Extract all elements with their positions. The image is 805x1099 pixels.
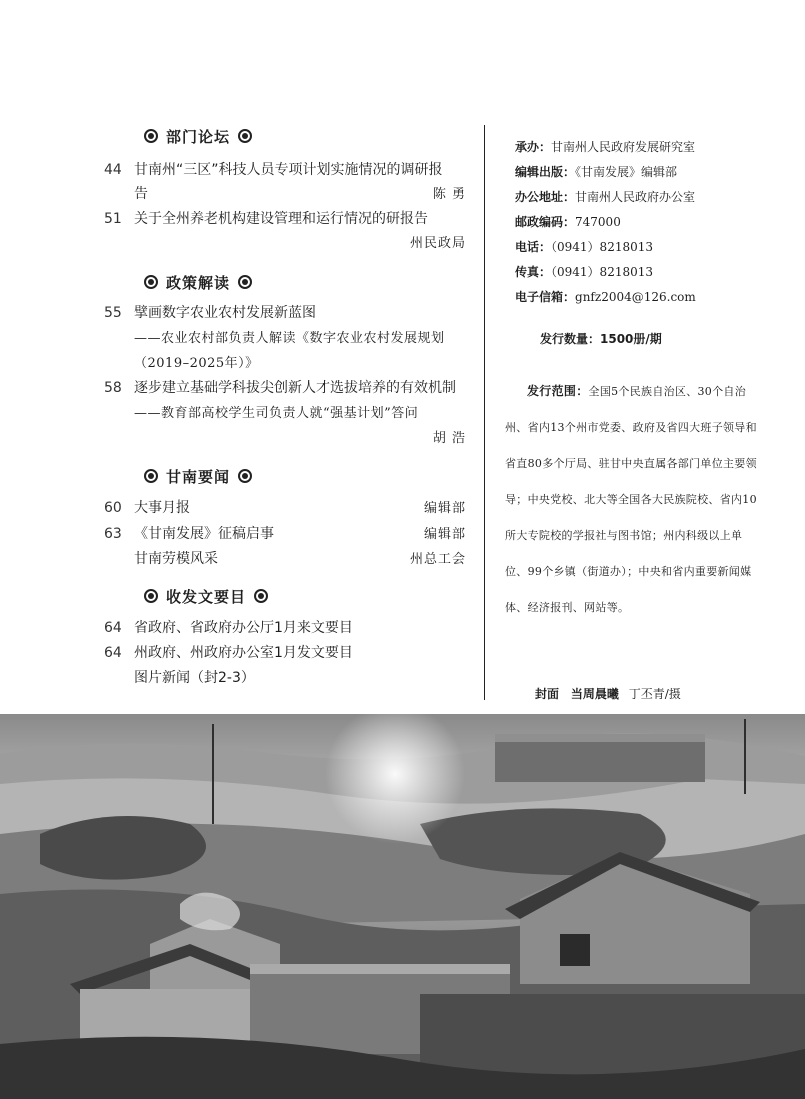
page-number: 55 [104, 305, 122, 321]
section-heading: 部门论坛 [136, 126, 260, 147]
entry-subtitle: （2019–2025年）》 [134, 356, 259, 371]
address-line: 办公地址：甘南州人民政府办公室 [515, 190, 696, 204]
email-line[interactable]: 电子信箱：gnfz2004@126.com [515, 290, 696, 304]
entry-title-cont: 告 [134, 186, 148, 202]
page-number: 44 [104, 162, 122, 178]
fax-line: 传真：（0941）8218013 [515, 265, 653, 279]
circulation-quantity: 发行数量：1500册/期 [540, 332, 662, 346]
entry-author: 编辑部 [423, 501, 466, 516]
entry-author: 编辑部 [423, 527, 466, 542]
page-number: 60 [104, 500, 122, 516]
entry-title: 甘南州“三区”科技人员专项计划实施情况的调研报 [134, 162, 443, 178]
entry-author: 陈 勇 [432, 187, 466, 202]
entry-author: 州总工会 [409, 552, 466, 567]
entry-title: 逐步建立基础学科拔尖创新人才选拔培养的有效机制 [134, 380, 456, 396]
circulation-scope: 发行范围：全国5个民族自治区、30个自治州、省内13个州市党委、政府及省四大班子领导和省直80多个厅局、驻甘中央直属各部门单位主要领导；中央党校、北大等全国各大民族院校、省内10所大专院校的学报社与图书馆；州内科级以上单位、99个乡镇（街道办）；中央和省内重要新闻媒体、经济报刊、网站等。 [505, 384, 757, 614]
cover-landscape-photo [0, 714, 805, 1099]
section-heading: 甘南要闻 [136, 466, 260, 487]
entry-title: 擘画数字农业农村发展新蓝图 [134, 305, 316, 321]
column-divider [484, 125, 485, 700]
circle-bullet-icon [254, 589, 268, 603]
entry-title: 甘南劳模风采 [134, 551, 218, 567]
circle-bullet-icon [144, 469, 158, 483]
circle-bullet-icon [144, 129, 158, 143]
page-number: 63 [104, 526, 122, 542]
phone-line: 电话：（0941）8218013 [515, 240, 653, 254]
entry-title: 大事月报 [134, 500, 190, 516]
organizer-line: 承办：甘南州人民政府发展研究室 [515, 140, 696, 154]
entry-subtitle: ——教育部高校学生司负责人就“强基计划”答问 [134, 406, 419, 421]
page-number: 64 [104, 645, 122, 661]
entry-title: 省政府、省政府办公厅1月来文要目 [134, 620, 353, 636]
circle-bullet-icon [144, 589, 158, 603]
entry-author: 胡 浩 [432, 431, 466, 446]
entry-title: 州政府、州政府办公室1月发文要目 [134, 645, 353, 661]
circle-bullet-icon [238, 129, 252, 143]
postcode-line: 邮政编码：747000 [515, 215, 621, 229]
circle-bullet-icon [238, 275, 252, 289]
entry-subtitle: ——农业农村部负责人解读《数字农业农村发展规划 [134, 331, 445, 346]
entry-title: 图片新闻（封2-3） [134, 670, 255, 686]
entry-title: 关于全州养老机构建设管理和运行情况的研报告 [134, 211, 428, 227]
page-number: 51 [104, 211, 122, 227]
circle-bullet-icon [144, 275, 158, 289]
section-heading: 收发文要目 [136, 586, 276, 607]
page-number: 58 [104, 380, 122, 396]
cover-credit: 封面 当周晨曦 丁丕青/摄 [535, 687, 681, 701]
circle-bullet-icon [238, 469, 252, 483]
page-number: 64 [104, 620, 122, 636]
editor-line: 编辑出版：《甘南发展》编辑部 [515, 165, 678, 179]
entry-title: 《甘南发展》征稿启事 [134, 526, 274, 542]
entry-author: 州民政局 [409, 236, 466, 251]
section-heading: 政策解读 [136, 272, 260, 293]
